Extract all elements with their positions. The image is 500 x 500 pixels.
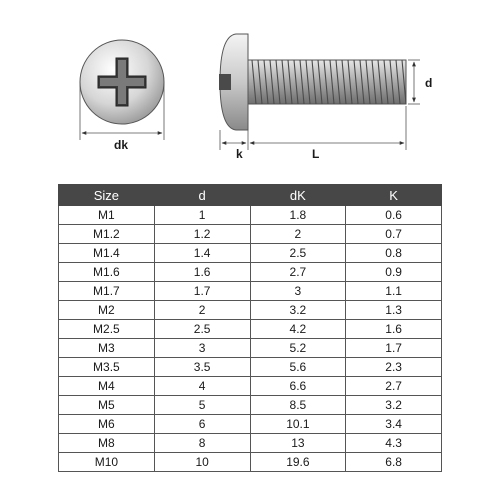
- table-row: [59, 244, 442, 263]
- d-dimension: [408, 60, 420, 104]
- table-cell: 5.2: [250, 339, 346, 358]
- table-cell: 1.7: [154, 282, 250, 301]
- table-cell: 2.7: [250, 263, 346, 282]
- table-cell: 3.2: [250, 301, 346, 320]
- table-cell: 5.6: [250, 358, 346, 377]
- table-cell: M8: [59, 434, 155, 453]
- table-cell: 3.4: [346, 415, 442, 434]
- table-cell: 8.5: [250, 396, 346, 415]
- table-cell: 1.7: [346, 339, 442, 358]
- table-cell: M4: [59, 377, 155, 396]
- table-cell: 2.5: [154, 320, 250, 339]
- table-cell: 19.6: [250, 453, 346, 472]
- table-row: [59, 339, 442, 358]
- screw-size-table: [58, 184, 442, 472]
- header-size: Size: [59, 185, 155, 206]
- table-cell: 3.2: [346, 396, 442, 415]
- table-cell: 8: [154, 434, 250, 453]
- table-row: [59, 320, 442, 339]
- header-d: d: [154, 185, 250, 206]
- k-L-dimensions: [220, 106, 406, 150]
- table-cell: 0.8: [346, 244, 442, 263]
- table-row: [59, 396, 442, 415]
- table-row: [59, 415, 442, 434]
- table-cell: 3.5: [154, 358, 250, 377]
- table-row: [59, 358, 442, 377]
- table-cell: 0.7: [346, 225, 442, 244]
- table-cell: M10: [59, 453, 155, 472]
- table-cell: M2.5: [59, 320, 155, 339]
- table-cell: 2.7: [346, 377, 442, 396]
- d-label: d: [425, 76, 433, 90]
- table-cell: 5: [154, 396, 250, 415]
- table-cell: 6.6: [250, 377, 346, 396]
- table-row: [59, 263, 442, 282]
- table-cell: 6.8: [346, 453, 442, 472]
- table-row: [59, 225, 442, 244]
- screw-side-view: [219, 34, 406, 130]
- table-cell: 3: [250, 282, 346, 301]
- header-k: K: [346, 185, 442, 206]
- table-cell: M1.2: [59, 225, 155, 244]
- table-row: [59, 377, 442, 396]
- header-dk: dK: [250, 185, 346, 206]
- table-cell: 1.6: [346, 320, 442, 339]
- table-cell: 2.3: [346, 358, 442, 377]
- table-cell: M1.6: [59, 263, 155, 282]
- table-cell: 0.6: [346, 206, 442, 225]
- table-cell: 10.1: [250, 415, 346, 434]
- table-header-row: [59, 185, 442, 206]
- table-cell: M3.5: [59, 358, 155, 377]
- table-row: [59, 282, 442, 301]
- table-cell: M5: [59, 396, 155, 415]
- dk-label: dk: [114, 138, 129, 152]
- table-cell: 4.3: [346, 434, 442, 453]
- table-cell: 3: [154, 339, 250, 358]
- table-cell: M1: [59, 206, 155, 225]
- table-cell: 1.1: [346, 282, 442, 301]
- table-cell: 0.9: [346, 263, 442, 282]
- table-cell: M6: [59, 415, 155, 434]
- table-cell: 1.3: [346, 301, 442, 320]
- table-row: [59, 434, 442, 453]
- table-cell: M3: [59, 339, 155, 358]
- table-cell: M2: [59, 301, 155, 320]
- table-cell: 1.4: [154, 244, 250, 263]
- table-cell: 2: [250, 225, 346, 244]
- table-cell: 4: [154, 377, 250, 396]
- table-cell: 2.5: [250, 244, 346, 263]
- table-cell: M1.7: [59, 282, 155, 301]
- table-cell: 6: [154, 415, 250, 434]
- table-row: [59, 453, 442, 472]
- table-cell: 2: [154, 301, 250, 320]
- table-row: [59, 206, 442, 225]
- table-cell: 13: [250, 434, 346, 453]
- L-label: L: [312, 147, 320, 161]
- k-label: k: [236, 147, 243, 161]
- table-cell: 1.2: [154, 225, 250, 244]
- screw-head-top-view: [80, 40, 164, 124]
- table-cell: M1.4: [59, 244, 155, 263]
- table-cell: 4.2: [250, 320, 346, 339]
- table-cell: 1: [154, 206, 250, 225]
- table-row: [59, 301, 442, 320]
- table-cell: 10: [154, 453, 250, 472]
- screw-technical-drawing: [0, 0, 500, 180]
- table-cell: 1.6: [154, 263, 250, 282]
- table-cell: 1.8: [250, 206, 346, 225]
